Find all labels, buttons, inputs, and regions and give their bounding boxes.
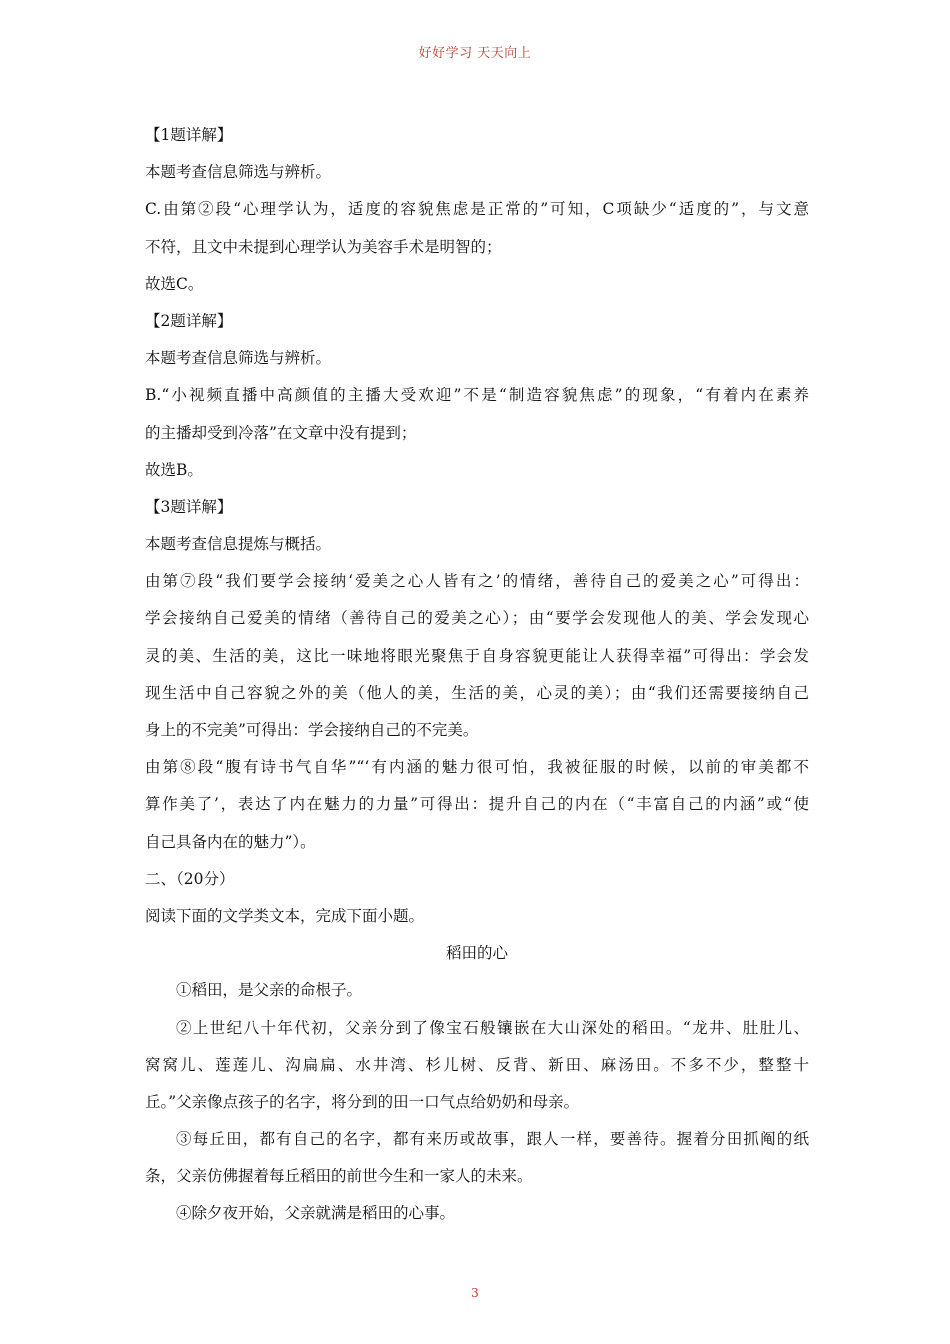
instruction-line: 阅读下面的文学类文本，完成下面小题。: [145, 906, 425, 925]
section-heading-part2: 二、（20分）: [145, 869, 235, 888]
text-line: 学会接纳自己爱美的情绪（善待自己的爱美之心）；由“要学会发现他人的美、学会发现心: [145, 609, 809, 628]
text-line: 由第⑦段“我们要学会接纳‘爱美之心人皆有之’的情绪，善待自己的爱美之心”可得出：: [145, 572, 809, 591]
section-heading-q3: 【3题详解】: [145, 497, 233, 516]
article-title: 稻田的心: [445, 944, 508, 963]
paragraph-line: 丘。”父亲像点孩子的名字，将分到的田一口气点给奶奶和母亲。: [145, 1092, 580, 1111]
text-line: 本题考查信息筛选与辨析。: [145, 163, 332, 182]
answer-line: 故选C。: [145, 274, 204, 293]
text-line: 现生活中自己容貌之外的美（他人的美，生活的美，心灵的美）；由“我们还需要接纳自己: [145, 683, 809, 702]
text-line: 灵的美、生活的美，这比一味地将眼光聚焦于自身容貌更能让人获得幸福”可得出：学会发: [145, 646, 809, 665]
section-heading-q2: 【2题详解】: [145, 311, 233, 330]
text-line: 不符，且文中未提到心理学认为美容手术是明智的；: [145, 237, 502, 256]
paragraph-line: ④除夕夜开始，父亲就满是稻田的心事。: [176, 1204, 456, 1223]
text-line: C.由第②段“心理学认为，适度的容貌焦虑是正常的”可知，C项缺少“适度的”，与文意: [145, 200, 809, 219]
document-body: [145, 117, 809, 1233]
text-line: 由第⑧段“腹有诗书气自华”“‘有内涵的魅力很可怕，我被征服的时候，以前的审美都不: [145, 758, 809, 777]
answer-line: 故选B。: [145, 460, 203, 479]
text-line: B.“小视频直播中高颜值的主播大受欢迎”不是“制造容貌焦虑”的现象，“有着内在素养: [145, 386, 809, 405]
page-header: 好好学习 天天向上: [418, 46, 532, 61]
text-line: 本题考查信息筛选与辨析。: [145, 349, 332, 368]
text-line: 自己具备内在的魅力”）。: [145, 832, 316, 851]
paragraph-line: 条，父亲仿佛握着每丘稻田的前世今生和一家人的未来。: [145, 1167, 533, 1186]
paragraph-line: ③每丘田，都有自己的名字，都有来历或故事，跟人一样，要善待。握着分田抓阄的纸: [176, 1130, 809, 1149]
paragraph-line: ①稻田，是父亲的命根子。: [176, 981, 363, 1000]
section-heading-q1: 【1题详解】: [145, 126, 233, 144]
paragraph-line: 窝窝儿、莲莲儿、沟扁扁、水井湾、杉儿树、反背、新田、麻汤田。不多不少，整整十: [145, 1055, 809, 1074]
text-line: 本题考查信息提炼与概括。: [145, 535, 332, 554]
text-line: 算作美了’，表达了内在魅力的力量”可得出：提升自己的内在（“丰富自己的内涵”或“使: [145, 795, 809, 814]
text-line: 身上的不完美”可得出：学会接纳自己的不完美。: [145, 721, 479, 739]
paragraph-line: ②上世纪八十年代初，父亲分到了像宝石般镶嵌在大山深处的稻田。“龙井、肚肚儿、: [176, 1018, 809, 1037]
page-number: 3: [471, 1286, 479, 1300]
text-line: 的主播却受到冷落”在文章中没有提到；: [145, 423, 417, 442]
